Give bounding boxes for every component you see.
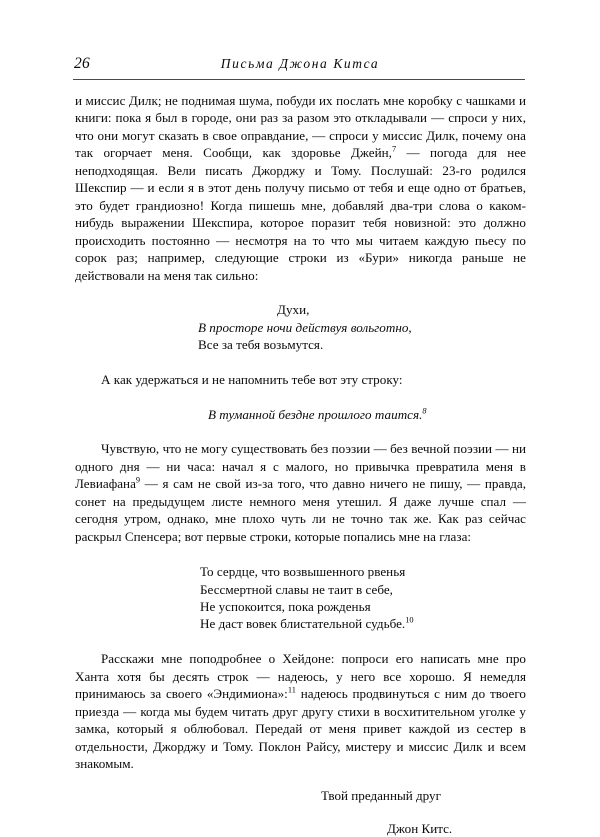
paragraph-4-part-b: надеюсь продвинуться с ним до твоего приезда — когда мы будем читать друг другу стихи в восхитительном уголке у замка, который я облюбовал. Передай от меня привет каждой из сестер в отдельности, Джорджу и Тому. Поклон Райсу, мистеру и миссис Дилк и всем знакомым. <box>75 686 526 772</box>
running-head-title: Письма Джона Китса <box>220 56 380 71</box>
footnote-marker-8: 8 <box>422 406 427 416</box>
verse-1-line-2: В просторе ночи действуя вольготно, <box>198 319 412 335</box>
verse-2-line-4 <box>200 615 526 632</box>
verse-block-2 <box>75 563 526 633</box>
verse-block-1 <box>75 301 526 353</box>
running-head <box>74 55 526 77</box>
paragraph-3-part-b: — я сам не свой из-за того, что давно ничего не пишу, — правда, сонет на предыдущем листе немного меня утешил. Я даже лучше спал — сегодня утром, однако, мне плохо чуть ли не точно так же. Как раз сейчас раскрыл Спенсера; вот первые строки, которые попались мне на глаза: <box>75 476 526 544</box>
paragraph-4 <box>75 650 526 772</box>
verse-2-line-3: Не успокоится, пока рожденья <box>200 599 371 615</box>
footnote-marker-10: 10 <box>405 616 414 626</box>
footnote-marker-11: 11 <box>287 685 296 695</box>
verse-single-text: В туманной бездне прошлого таится. <box>208 406 423 422</box>
footnote-marker-9: 9 <box>135 475 141 485</box>
paragraph-1-part-b: — погода для нее неподходящая. Вели писать Джорджу и Тому. Послушай: 23-го родился Шекспир — и если я в этот день получу письмо от тебя и еще одно от братьев, это будет грандиозно! Когда пишешь мне, добавляй два-три слова о каком-нибудь выражении Шекспира, которое поразит тебя новизной: это должно происходить постоянно — несмотря на то что мы читаем каждую пьесу по сорок раз; например, следующие строки из «Бури» никогда раньше не действовали на меня так сильно: <box>75 145 526 283</box>
verse-2-line-1: То сердце, что возвышенного рвенья <box>200 564 406 580</box>
verse-2-line-4-text: Не даст вовек блистательной судьбе. <box>200 616 406 632</box>
paragraph-3 <box>75 440 526 545</box>
paragraph-3-part-a: Чувствую, что не могу существовать без поэзии — без вечной поэзии — ни одного дня — ни часа: начал я с малого, но привычка превратила меня в Левиафана <box>75 441 526 492</box>
signature-closing: Твой преданный друг <box>321 787 441 803</box>
paragraph-1-part-a: и миссис Дилк; не поднимая шума, побуди их послать мне коробку с чашками и книги: пока я был в городе, они раз за разом это откладывали — спроси у них, что они могут сказать в свое оправдание, — спроси у миссис Дилк, почему она так огорчает меня. Сообщи, как здоровье Джейн, <box>75 93 526 161</box>
verse-1-line-3: Все за тебя возьмутся. <box>198 337 324 353</box>
header-rule <box>73 79 525 80</box>
verse-1-line-1: Духи, <box>277 302 310 318</box>
verse-block-single <box>75 406 526 423</box>
signature-name: Джон Китс. <box>387 820 453 836</box>
verse-single-line-1 <box>208 406 526 423</box>
paragraph-1 <box>75 92 526 284</box>
text-block <box>75 92 526 837</box>
paragraph-2: А как удержаться и не напомнить тебе вот эту строку: <box>101 371 403 387</box>
page-number: 26 <box>74 55 90 72</box>
verse-2-line-2: Бессмертной славы не таит в себе, <box>200 581 393 597</box>
paragraph-4-part-a: Расскажи мне поподробнее о Хейдоне: попроси его написать мне про Ханта хотя бы десять строк — надеюсь, у него все хорошо. Я немедля принимаюсь за своего «Эндимиона»: <box>75 651 526 702</box>
footnote-marker-7: 7 <box>391 145 397 154</box>
